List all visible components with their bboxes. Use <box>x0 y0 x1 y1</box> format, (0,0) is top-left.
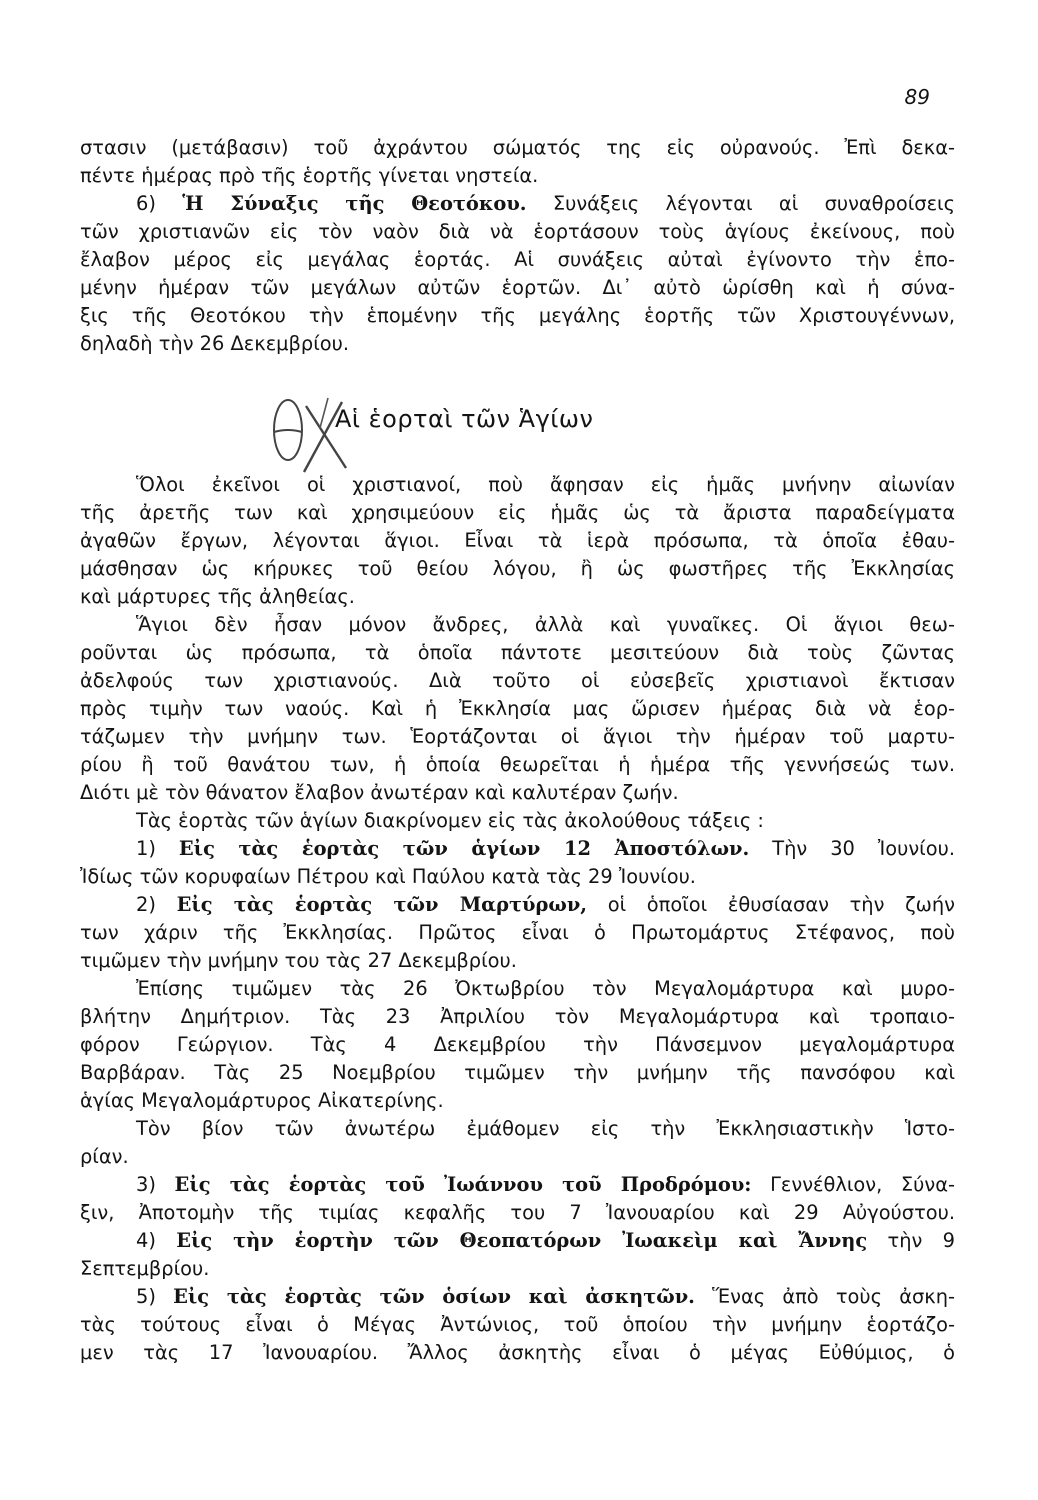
intro-text <box>80 134 955 358</box>
text-line: τῆς ἀρετῆς των καὶ χρησιμεύουν εἰς ἡμᾶς ὡς τὰ ἄριστα παραδείγματα <box>80 501 955 524</box>
text-line: Ἅγιοι δὲν ἦσαν μόνον ἄνδρες, ἀλλὰ καὶ γυναῖκες. Οἱ ἅγιοι θεω- <box>136 613 955 636</box>
text-line: μεν τὰς 17 Ἰανουαρίου. Ἄλλος ἀσκητὴς εἶναι ὁ μέγας Εὐθύμιος, ὁ <box>80 1341 955 1364</box>
item-3-first-line: 3) Εἰς τὰς ἑορτὰς τοῦ Ἰωάννου τοῦ Προδρόμου: Γεννέθλιον, Σύνα- <box>136 1173 955 1196</box>
text-line: Ὅλοι ἐκεῖνοι οἱ χριστιανοί, ποὺ ἄφησαν εἰς ἡμᾶς μνήνην αἰωνίαν <box>136 473 955 496</box>
handwritten-signature <box>258 388 358 478</box>
text-line: τὰς τούτους εἶναι ὁ Μέγας Ἀντώνιος, τοῦ ὁποίου τὴν μνήμην ἑορτάζο- <box>80 1313 955 1336</box>
text-line: φόρον Γεώργιον. Τὰς 4 Δεκεμβρίου τὴν Πάνσεμνον μεγαλομάρτυρα <box>80 1033 955 1056</box>
text-line: ἁγίας Μεγαλομάρτυρος Αἰκατερίνης. <box>80 1089 444 1112</box>
text-line: Ἰδίως τῶν κορυφαίων Πέτρου καὶ Παύλου κατὰ τὰς 29 Ἰουνίου. <box>80 865 696 888</box>
section-6-first-line <box>80 190 955 218</box>
item-1-title: Εἰς τὰς ἑορτὰς τῶν ἁγίων 12 Ἀποστόλων. <box>178 837 750 860</box>
text-line: Ἐπίσης τιμῶμεν τὰς 26 Ὀκτωβρίου τὸν Μεγαλομάρτυρα καὶ μυρο- <box>136 977 955 1000</box>
text-line: Σεπτεμβρίου. <box>80 1257 210 1280</box>
text-line: των χάριν τῆς Ἐκκλησίας. Πρῶτος εἶναι ὁ Πρωτομάρτυς Στέφανος, ποὺ <box>80 921 955 944</box>
text-line: Τὸν βίον τῶν ἀνωτέρω ἐμάθομεν εἰς τὴν Ἐκκλησιαστικὴν Ἱστο- <box>136 1117 955 1140</box>
text-line: ρίου ἢ τοῦ θανάτου των, ἡ ὁποία θεωρεῖται ἡ ἡμέρα τῆς γεννήσεώς των. <box>80 753 955 776</box>
text-line: Τὰς ἑορτὰς τῶν ἁγίων διακρίνομεν εἰς τὰς ἀκολούθους τάξεις : <box>136 809 764 832</box>
text-line: μάσθησαν ὡς κήρυκες τοῦ θείου λόγου, ἢ ὡς φωστῆρες τῆς Ἐκκλησίας <box>80 557 955 580</box>
text-line: τιμῶμεν τὴν μνήμην του τὰς 27 Δεκεμβρίου. <box>80 949 517 972</box>
item-4-first-line: 4) Εἰς τὴν ἑορτὴν τῶν Θεοπατόρων Ἰωακεὶμ καὶ Ἄννης τὴν 9 <box>136 1229 955 1252</box>
text-line: στασιν (μετάβασιν) τοῦ ἀχράντου σώματός της εἰς οὐρανούς. Ἐπὶ δεκα- <box>80 136 955 159</box>
text-line: μένην ἡμέραν τῶν μεγάλων αὐτῶν ἑορτῶν. Δι᾿ αὐτὸ ὡρίσθη καὶ ἡ σύνα- <box>80 276 955 299</box>
text-line: ξιν, Ἀποτομὴν τῆς τιμίας κεφαλῆς του 7 Ἰανουαρίου καὶ 29 Αὐγούστου. <box>80 1201 955 1224</box>
text-line: ἔλαβον μέρος εἰς μεγάλας ἑορτάς. Αἱ συνάξεις αὐταὶ ἐγίνοντο τὴν ἑπο- <box>80 248 955 271</box>
text-line: Βαρβάραν. Τὰς 25 Νοεμβρίου τιμῶμεν τὴν μνήμην τῆς πανσόφου καὶ <box>80 1061 955 1084</box>
item-2-title: Εἰς τὰς ἑορτὰς τῶν Μαρτύρων, <box>176 893 588 916</box>
text-line: ἀδελφούς των χριστιανούς. Διὰ τοῦτο οἱ εὐσεβεῖς χριστιανοὶ ἔκτισαν <box>80 669 955 692</box>
text-line: βλήτην Δημήτριον. Τὰς 23 Ἀπριλίου τὸν Μεγαλομάρτυρα καὶ τροπαιο- <box>80 1005 955 1028</box>
item-4-title: Εἰς τὴν ἑορτὴν τῶν Θεοπατόρων Ἰωακεὶμ καὶ Ἄννης <box>176 1229 868 1252</box>
text-line: πρὸς τιμὴν των ναούς. Καὶ ἡ Ἐκκλησία μας ὥρισεν ἡμέρας διὰ νὰ ἑορ- <box>80 697 955 720</box>
text-line: ρίαν. <box>80 1145 129 1168</box>
text-line: δηλαδὴ τὴν 26 Δεκεμβρίου. <box>80 332 350 355</box>
item-2-first-line: 2) Εἰς τὰς ἑορτὰς τῶν Μαρτύρων, οἱ ὁποῖοι ἐθυσίασαν τὴν ζωήν <box>136 893 955 916</box>
text-line: ροῦνται ὡς πρόσωπα, τὰ ὁποῖα πάντοτε μεσιτεύουν διὰ τοὺς ζῶντας <box>80 641 955 664</box>
text-line: πέντε ἡμέρας πρὸ τῆς ἑορτῆς γίνεται νηστεία. <box>80 164 539 187</box>
text-line: ἀγαθῶν ἔργων, λέγονται ἅγιοι. Εἶναι τὰ ἱερὰ πρόσωπα, τὰ ὁποῖα ἐθαυ- <box>80 529 955 552</box>
item-5-title: Εἰς τὰς ἑορτὰς τῶν ὁσίων καὶ ἀσκητῶν. <box>173 1285 695 1308</box>
item-5-first-line: 5) Εἰς τὰς ἑορτὰς τῶν ὁσίων καὶ ἀσκητῶν. Ἕνας ἀπὸ τοὺς ἀσκη- <box>136 1285 955 1308</box>
section-6-rest: Συνάξεις λέγονται αἱ συναθροίσεις <box>526 192 955 215</box>
text-line: τάζωμεν τὴν μνήμην των. Ἑορτάζονται οἱ ἅγιοι τὴν ἡμέραν τοῦ μαρτυ- <box>80 725 955 748</box>
page-number: 89 <box>904 85 930 109</box>
text-line: τῶν χριστιανῶν εἰς τὸν ναὸν διὰ νὰ ἑορτάσουν τοὺς ἁγίους ἐκείνους, ποὺ <box>80 220 955 243</box>
section-6-number: 6) <box>136 192 156 215</box>
item-3-title: Εἰς τὰς ἑορτὰς τοῦ Ἰωάννου τοῦ Προδρόμου: <box>174 1173 752 1196</box>
text-line: Διότι μὲ τὸν θάνατον ἔλαβον ἀνωτέραν καὶ καλυτέραν ζωήν. <box>80 781 679 804</box>
item-1-first-line: 1) Εἰς τὰς ἑορτὰς τῶν ἁγίων 12 Ἀποστόλων. Τὴν 30 Ἰουνίου. <box>136 837 955 860</box>
text-line: καὶ μάρτυρες τῆς ἀληθείας. <box>80 585 355 608</box>
section-heading: Αἱ ἑορταὶ τῶν Ἁγίων <box>335 405 594 433</box>
text-line: ξις τῆς Θεοτόκου τὴν ἑπομένην τῆς μεγάλης ἑορτῆς τῶν Χριστουγέννων, <box>80 304 955 327</box>
section-6-title: Ἡ Σύναξις τῆς Θεοτόκου. <box>182 192 527 215</box>
saints-text <box>80 471 955 1367</box>
